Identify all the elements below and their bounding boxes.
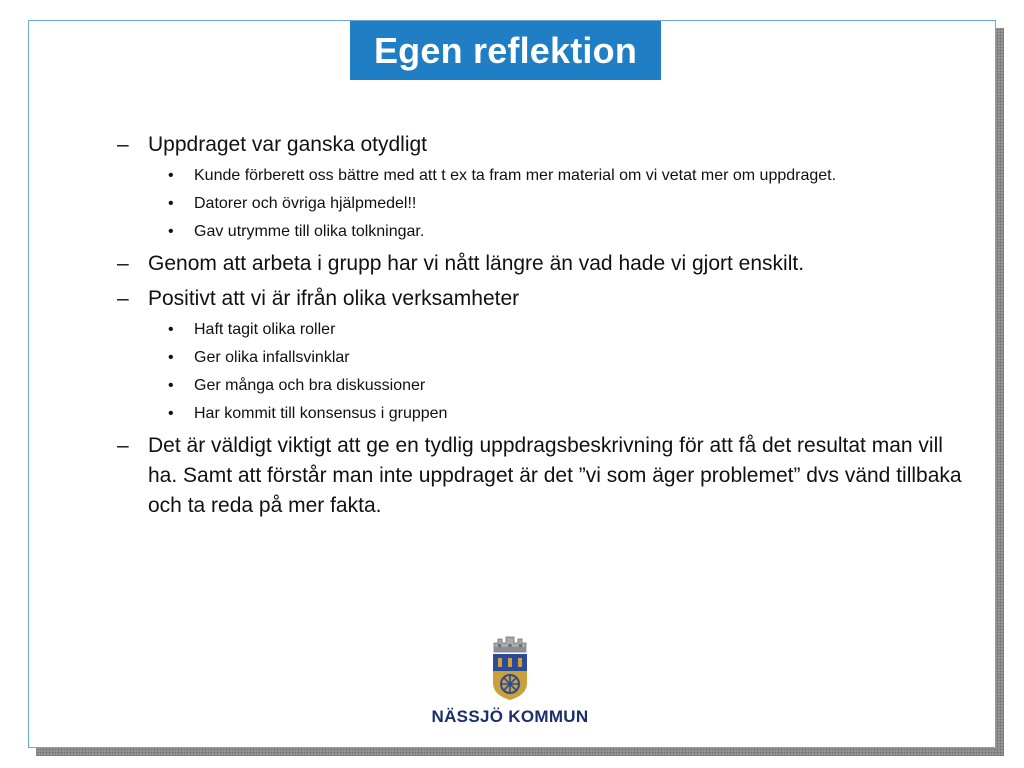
bullet-text: Genom att arbeta i grupp har vi nått längre än vad hade vi gjort enskilt. (148, 252, 805, 275)
dash-marker: – (117, 434, 129, 457)
bullet-item (115, 284, 965, 314)
bullet-item (115, 431, 965, 521)
dot-marker: • (168, 405, 174, 422)
dot-marker: • (168, 321, 174, 338)
municipality-logo (418, 635, 608, 735)
sub-bullet-text: Ger olika infallsvinklar (194, 349, 350, 366)
bullet-text: Det är väldigt viktigt att ge en tydlig uppdragsbeskrivning för att få det resultat man vill ha. Samt att förstår man inte uppdraget är det ”vi som äger problemet” dvs vänd tillbaka och ta reda på mer fakta. (148, 434, 962, 517)
sub-bullet-item (115, 374, 965, 398)
dash-marker: – (117, 252, 129, 275)
slide-title: Egen reflektion (373, 29, 638, 71)
sub-bullet-item (115, 220, 965, 244)
sub-bullet-item (115, 402, 965, 426)
sub-bullet-item (115, 318, 965, 342)
bullet-text: Positivt att vi är ifrån olika verksamheter (148, 287, 520, 310)
sub-bullet-text: Har kommit till konsensus i gruppen (194, 405, 448, 422)
sub-bullet-text: Datorer och övriga hjälpmedel!! (194, 195, 417, 212)
sub-bullet-item (115, 346, 965, 370)
dot-marker: • (168, 167, 174, 184)
coat-of-arms-icon (489, 635, 531, 701)
sub-bullet-text: Ger många och bra diskussioner (194, 377, 426, 394)
dot-marker: • (168, 195, 174, 212)
bullet-item (115, 249, 965, 279)
sub-bullet-text: Haft tagit olika roller (194, 321, 336, 338)
bullet-item (115, 130, 965, 160)
slide-content (115, 125, 965, 521)
sub-bullet-text: Gav utrymme till olika tolkningar. (194, 223, 425, 240)
sub-bullet-text: Kunde förberett oss bättre med att t ex ta fram mer material om vi vetat mer om uppdraget. (194, 167, 837, 184)
title-box (350, 21, 661, 80)
dot-marker: • (168, 223, 174, 240)
sub-bullet-item (115, 192, 965, 216)
logo-text: NÄSSJÖ KOMMUN (431, 707, 589, 726)
dot-marker: • (168, 349, 174, 366)
sub-bullet-item (115, 164, 965, 188)
slide (28, 20, 996, 748)
dot-marker: • (168, 377, 174, 394)
dash-marker: – (117, 287, 129, 310)
dash-marker: – (117, 133, 129, 156)
bullet-text: Uppdraget var ganska otydligt (148, 133, 427, 156)
